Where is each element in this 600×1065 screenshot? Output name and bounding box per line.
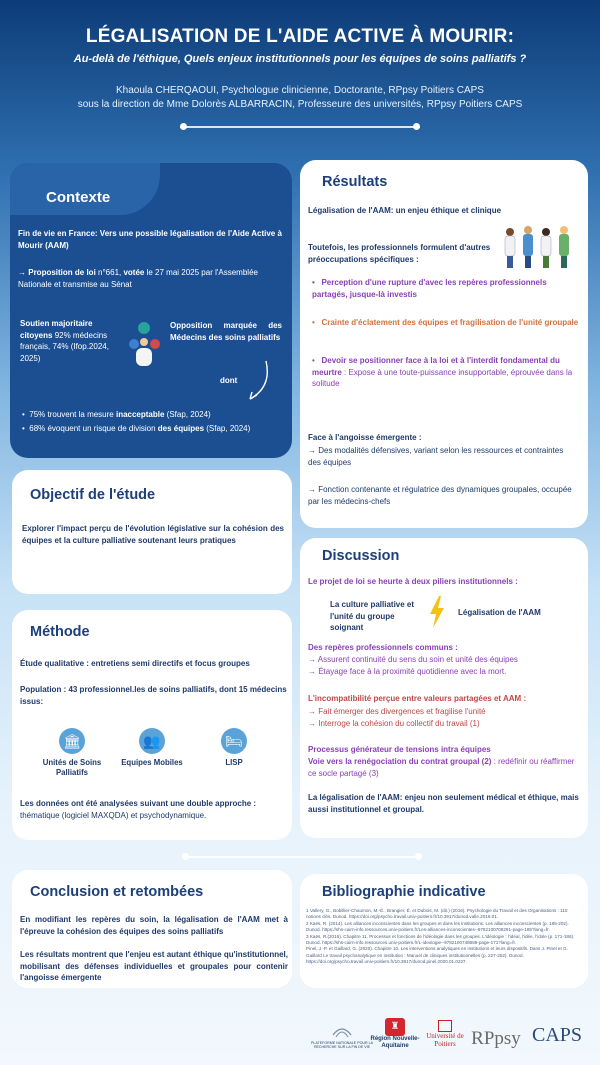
divider-line [182,856,422,858]
discussion-reperes-1: → Assurent continuité du sens du soin et unité des équipes [308,655,518,664]
conclusion-p1: En modifiant les repères du soin, la légalisation de l'AAM met à l'épreuve la cohésion des équipes des soins palliatifs [20,915,288,936]
logo-rppsy: RPpsy [471,1028,521,1049]
logo-universite-text: Université de Poitiers [426,1032,464,1048]
bullet2-b: des équipes [157,424,205,433]
unit-usp [32,728,112,778]
bullet1-c: (Sfap, 2024) [164,410,211,419]
hospital-icon: 🏛 [59,728,85,754]
bed-icon: 🛏 [221,728,247,754]
biblio-ref: 3 Kaës, R.(2016). Chapitre 11. Processus et fonctions de l'idéologie dans les groupes. L'idéologie : l'idéal, l'idée, l'idole (p. 171-186). Dunod. https://shs-cairn-info.ressources.univ-poitiers.fr/L-ideologie--9782100748686-page-171?lang=fr. [306,933,575,946]
discussion-final: La légalisation de l'AAM: enjeu non seulement médical et éthique, mais aussi institutionnel et groupal. [308,793,579,814]
divider-dot [413,123,420,130]
conclusion-title: Conclusion et retombées [30,884,204,900]
contexte-bullet-2: • 68% évoquent un risque de division des équipes (Sfap, 2024) [22,424,251,433]
resultats-angoisse-title: Face à l'angoisse émergente : [308,433,422,442]
resultats-sub: Légalisation de l'AAM: un enjeu éthique et clinique [308,206,502,215]
item3-rest: : Expose à une toute-puissance insupportable, éprouvée dans la solitude [312,367,573,388]
resultats-item-2: • Crainte d'éclatement des équipes et fragilisation de l'unité groupale [312,318,579,327]
people-debate-icon [122,320,168,368]
logo-caps: CAPS [531,1024,583,1046]
discussion-card [300,538,588,838]
discussion-reperes-title: Des repères professionnels communs : [308,643,458,652]
discussion-reperes-2: → Étayage face à la proximité quotidienne avec la mort. [308,667,507,676]
unit-usp-label: Unités de Soins Palliatifs [42,758,102,777]
logo-region [370,1018,420,1050]
analysis-a: Les données ont été analysées suivant une double approche : [20,799,257,808]
logo-plateforme [310,1025,374,1050]
logo-plateforme-text: PLATEFORME NATIONALE POUR LA RECHERCHE SUR LA FIN DE VIE [311,1040,373,1049]
soutien-bold: Soutien majoritaire citoyens [20,319,93,340]
analysis-b: thématique (logiciel MAXQDA) et psychodynamique. [20,810,207,820]
discussion-title: Discussion [322,548,400,564]
objectif-title: Objectif de l'étude [30,487,156,503]
proposition-bold: Proposition de loi [28,268,96,277]
methode-line-1: Étude qualitative : entretiens semi directifs et focus groupes [20,659,250,668]
bullet1-b: inacceptable [115,410,165,419]
logo-region-text: Région Nouvelle-Aquitaine [370,1036,420,1049]
footer-divider [182,852,422,862]
authors-line-2: sous la direction de Mme Dolorès ALBARRACIN, Professeure des universités, RPpsy Poitiers CAPS [77,99,523,110]
proposition-rest: le 27 mai 2025 par l'Assemblée Nationale et transmise au Sénat [18,268,258,289]
item3-bold: Devoir se positionner face à la loi et à l'interdit fondamental du meurtre [312,356,560,377]
resultats-angoisse-1: → Des modalités défensives, variant selon les ressources et contraintes des équipes [308,446,564,467]
contexte-dont: dont [220,376,238,385]
bibliographie-title: Bibliographie indicative [322,884,486,900]
lightning-icon [428,596,446,628]
processus-bold: Voie vers la renégociation du contrat groupal (2) [308,757,492,766]
header-divider [180,122,420,132]
discussion-processus [308,756,583,779]
poster-title: LÉGALISATION DE L'AIDE ACTIVE À MOURIR: [85,26,515,47]
logo-universite [420,1020,470,1048]
resultats-item-1: • Perception d'une rupture d'avec les repères professionnels partagés, jusque-là investis [312,278,547,299]
unit-lisp-label: LISP [225,758,243,767]
discussion-pillar-right: Légalisation de l'AAM [458,608,541,617]
resultats-item-3: • Devoir se positionner face à la loi et à l'interdit fondamental du meurtre : Expose à une toute-puissance insupportable, éprouvée dans la solitude [312,356,573,388]
processus-rest: : redéfinir ou réaffirmer ce socle partagé (3) [308,757,575,778]
authors [0,84,600,112]
header [0,0,600,140]
bullet1-a: 75% trouvent la mesure [29,410,116,419]
contexte-card [10,163,292,458]
biblio-ref: Pinel, J.-P. et Gaillard, G. (2020). Chapitre 10. Les interventions analytiques en institutions et leurs dispositifs. Dans J. Pinel et G. Gaillard Le travail psychanalytique en institution : Manuel de cliniques institutionnelles (p. 227-252). Dunod. https://doi.org/psycho.travail.univ-poitiers.fr/10.3917/dunod.pinel.2020.01.0227. [306,946,568,965]
resultats-angoisse-2: → Fonction contenante et régulatrice des dynamiques groupales, occupée par les médecins-chefs [308,485,572,506]
conclusion-p2: Les résultats montrent que l'enjeu est autant éthique qu'institutionnel, mobilisant des défenses individuelles et groupales pour contenir l'angoisse émergente [20,950,288,982]
bibliographie-refs [306,908,582,966]
biblio-ref: 2 Kaës, R. (2014). Les alliances inconscientes dans les groupes et dans les institutions. Les alliances inconscientes (p. 185-202). Dunod. https://shs-cairn-info.ressources.univ-poitiers.fr/Les-alliances-inconscientes--9782100708291-page-185?lang=fr. [306,920,569,933]
poster-subtitle: Au-delà de l'éthique, Quels enjeux institutionnels pour les équipes de soins palliatifs ? [73,53,527,65]
methode-line-2: Population : 43 professionnel.les de soins palliatifs, dont 15 médecins issus: [20,685,287,706]
authors-line-1: Khaoula CHERQAOUI, Psychologue clinicienne, Doctorante, RPpsy Poitiers CAPS [116,85,484,96]
team-icon: 👥 [139,728,165,754]
resultats-title: Résultats [322,174,388,190]
contexte-title: Contexte [46,189,111,206]
divider-dot [415,853,422,860]
contexte-soutien [20,318,120,364]
methode-analysis [20,798,288,821]
discussion-processus-title: Processus générateur de tensions intra équipes [308,745,491,754]
methode-card [12,610,292,840]
objectif-text: Explorer l'impact perçu de l'évolution législative sur la cohésion des équipes et la culture palliative soutenant leurs pratiques [22,524,284,545]
discussion-pillar-left: La culture palliative et l'unité du groupe soignant [330,600,415,632]
objectif-card [12,470,292,594]
proposition-vote: votée [123,268,145,277]
bullet2-a: 68% évoquent un risque de division [29,424,158,433]
bullet2-c: (Sfap, 2024) [204,424,251,433]
bibliographie-card [300,874,588,988]
item1-text: Perception d'une rupture d'avec les repères professionnels partagés, jusque-là investis [312,278,547,299]
methode-title: Méthode [30,624,90,640]
discussion-incompat-2: → Interroge la cohésion du collectif du travail (1) [308,719,480,728]
item2-text: Crainte d'éclatement des équipes et fragilisation de l'unité groupale [321,318,579,327]
unit-lisp [194,728,274,768]
contexte-bullet-1: • 75% trouvent la mesure inacceptable (Sfap, 2024) [22,410,211,419]
unit-mobile-label: Equipes Mobiles [121,758,183,767]
plateforme-logo-icon [331,1025,353,1039]
healthcare-team-icon [500,224,580,272]
discussion-incompat-1: → Fait émerger des divergences et fragilise l'unité [308,707,486,716]
discussion-heurte: Le projet de loi se heurte à deux piliers institutionnels : [308,577,518,586]
discussion-incompat-title: L'incompatibilité perçue entre valeurs partagées et AAM : [308,694,527,703]
conclusion-card [12,870,292,988]
universite-icon [438,1020,452,1032]
divider-line [180,126,420,128]
contexte-opposition: Opposition marquée des Médecins des soins palliatifs [170,321,282,342]
unit-mobile [112,728,192,768]
biblio-ref: 1 Vallery, G., Bobillier-Chaumon, M.-É., Brangier, É. et Dubois, M. (dir.) (2016). Psychologie du Travail et des Organisations : 110 notions clés. Dunod. https://doi.org/psycho.travail.univ-poitiers.fr/10.3917/dunod.valle.2016.01. [306,908,568,920]
proposition-num: n°661, [95,268,124,277]
contexte-intro: Fin de vie en France: Vers une possible légalisation de l'Aide Active à Mourir (AAM) [18,229,282,250]
resultats-card [300,160,588,528]
contexte-proposition: → Proposition de loi n°661, votée le 27 mai 2025 par l'Assemblée Nationale et transmise au Sénat [18,268,258,289]
region-lion-icon: ♜ [385,1018,405,1036]
soutien-rest: 92% médecins français, 74% (Ifop.2024, 2025) [20,330,109,363]
resultats-intro: Toutefois, les professionnels formulent d'autres préoccupations spécifiques : [308,243,491,264]
divider-dot [180,123,187,130]
divider-dot [182,853,189,860]
curved-arrow-icon [238,359,278,407]
